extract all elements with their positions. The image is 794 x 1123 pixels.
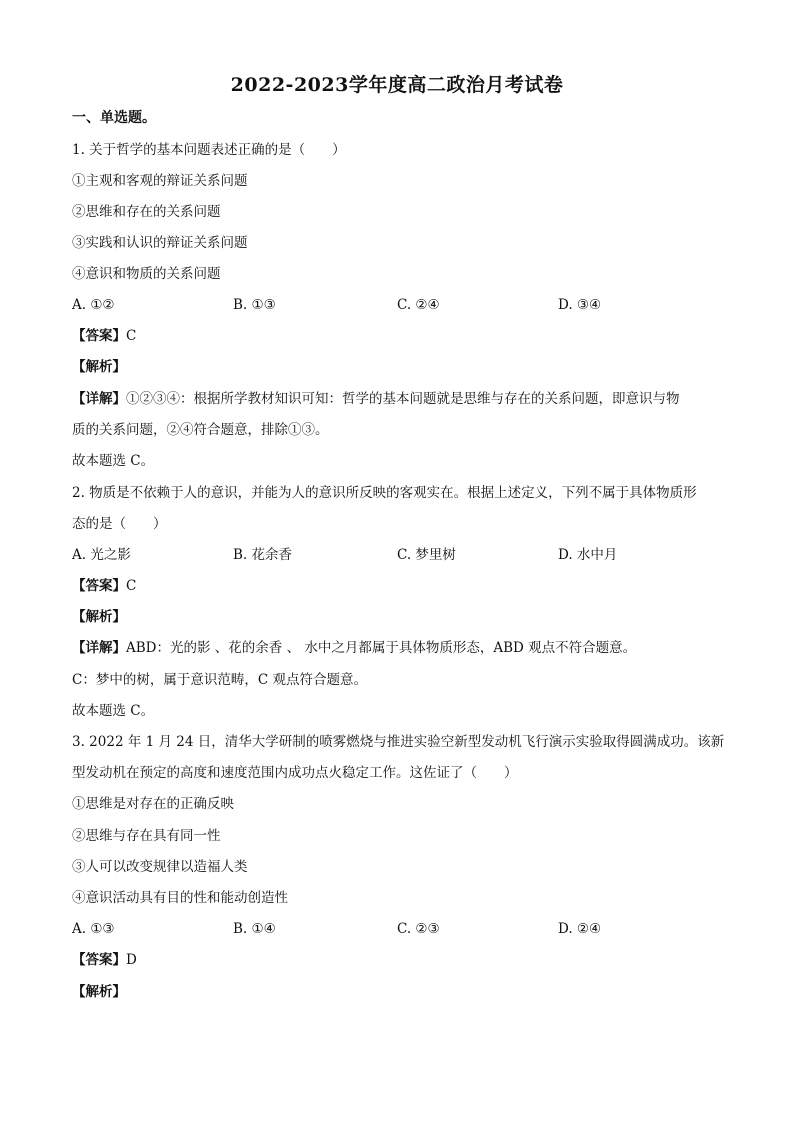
q2-detail-line-1 (72, 638, 636, 658)
q1-option-c: C. ②④ (397, 297, 440, 313)
q1-conclusion: 故本题选 C。 (72, 453, 155, 469)
q3-stem-line-2: 型发动机在预定的高度和速度范围内成功点火稳定工作。这佐证了（ ） (72, 765, 518, 781)
q3-option-d: D. ②④ (558, 921, 602, 937)
answer-value: D (126, 952, 137, 968)
q3-item-3: ③人可以改变规律以造福人类 (72, 859, 248, 875)
q3-answer (72, 950, 137, 970)
q2-option-d: D. 水中月 (558, 547, 618, 563)
q2-conclusion: 故本题选 C。 (72, 703, 155, 719)
q1-option-b: B. ①③ (233, 297, 276, 313)
q2-option-b: B. 花余香 (233, 547, 293, 563)
q2-answer (72, 576, 136, 596)
detail-text: ABD：光的影 、花的余香 、 水中之月都属于具体物质形态，ABD 观点不符合题意。 (126, 640, 637, 656)
q1-option-d: D. ③④ (558, 297, 602, 313)
detail-tag: 【详解】 (72, 391, 126, 407)
q1-analysis (72, 357, 126, 377)
q2-option-c: C. 梦里树 (397, 547, 456, 563)
q2-stem-line-1: 2. 物质是不依赖于人的意识，并能为人的意识所反映的客观实在。根据上述定义，下列不属于具体物质形 (72, 485, 697, 501)
q1-item-3: ③实践和认识的辩证关系问题 (72, 235, 248, 251)
q3-item-1: ①思维是对存在的正确反映 (72, 796, 234, 812)
q1-detail-line-1 (72, 389, 680, 409)
q1-item-1: ①主观和客观的辩证关系问题 (72, 173, 248, 189)
q2-detail-line-2: C：梦中的树，属于意识范畴，C 观点符合题意。 (72, 672, 367, 688)
q2-analysis (72, 607, 126, 627)
q3-option-b: B. ①④ (233, 921, 276, 937)
answer-tag: 【答案】 (72, 328, 126, 344)
q3-analysis (72, 982, 126, 1002)
q3-stem-line-1: 3. 2022 年 1 月 24 日，清华大学研制的喷雾燃烧与推进实验空新型发动机飞行演示实验取得圆满成功。该新 (72, 734, 725, 750)
analysis-tag: 【解析】 (72, 359, 126, 375)
section-heading: 一、单选题。 (72, 110, 156, 126)
q1-option-a: A. ①② (72, 297, 115, 313)
q2-option-a: A. 光之影 (72, 547, 131, 563)
q1-item-2: ②思维和存在的关系问题 (72, 204, 221, 220)
q3-item-2: ②思维与存在具有同一性 (72, 828, 221, 844)
q3-option-c: C. ②③ (397, 921, 440, 937)
detail-text: ①②③④：根据所学教材知识可知：哲学的基本问题就是思维与存在的关系问题，即意识与物 (126, 391, 680, 407)
answer-tag: 【答案】 (72, 578, 126, 594)
q1-detail-line-2: 质的关系问题，②④符合题意，排除①③。 (72, 422, 329, 438)
answer-value: C (126, 578, 137, 594)
answer-value: C (126, 328, 137, 344)
answer-tag: 【答案】 (72, 952, 126, 968)
detail-tag: 【详解】 (72, 640, 126, 656)
q1-item-4: ④意识和物质的关系问题 (72, 266, 221, 282)
q2-stem-line-2: 态的是（ ） (72, 516, 167, 532)
q3-option-a: A. ①③ (72, 921, 115, 937)
q1-answer (72, 326, 136, 346)
exam-title: 2022-2023学年度高二政治月考试卷 (230, 74, 564, 96)
q3-item-4: ④意识活动具有目的性和能动创造性 (72, 890, 288, 906)
analysis-tag: 【解析】 (72, 984, 126, 1000)
q1-stem: 1. 关于哲学的基本问题表述正确的是（ ） (72, 142, 346, 158)
analysis-tag: 【解析】 (72, 609, 126, 625)
